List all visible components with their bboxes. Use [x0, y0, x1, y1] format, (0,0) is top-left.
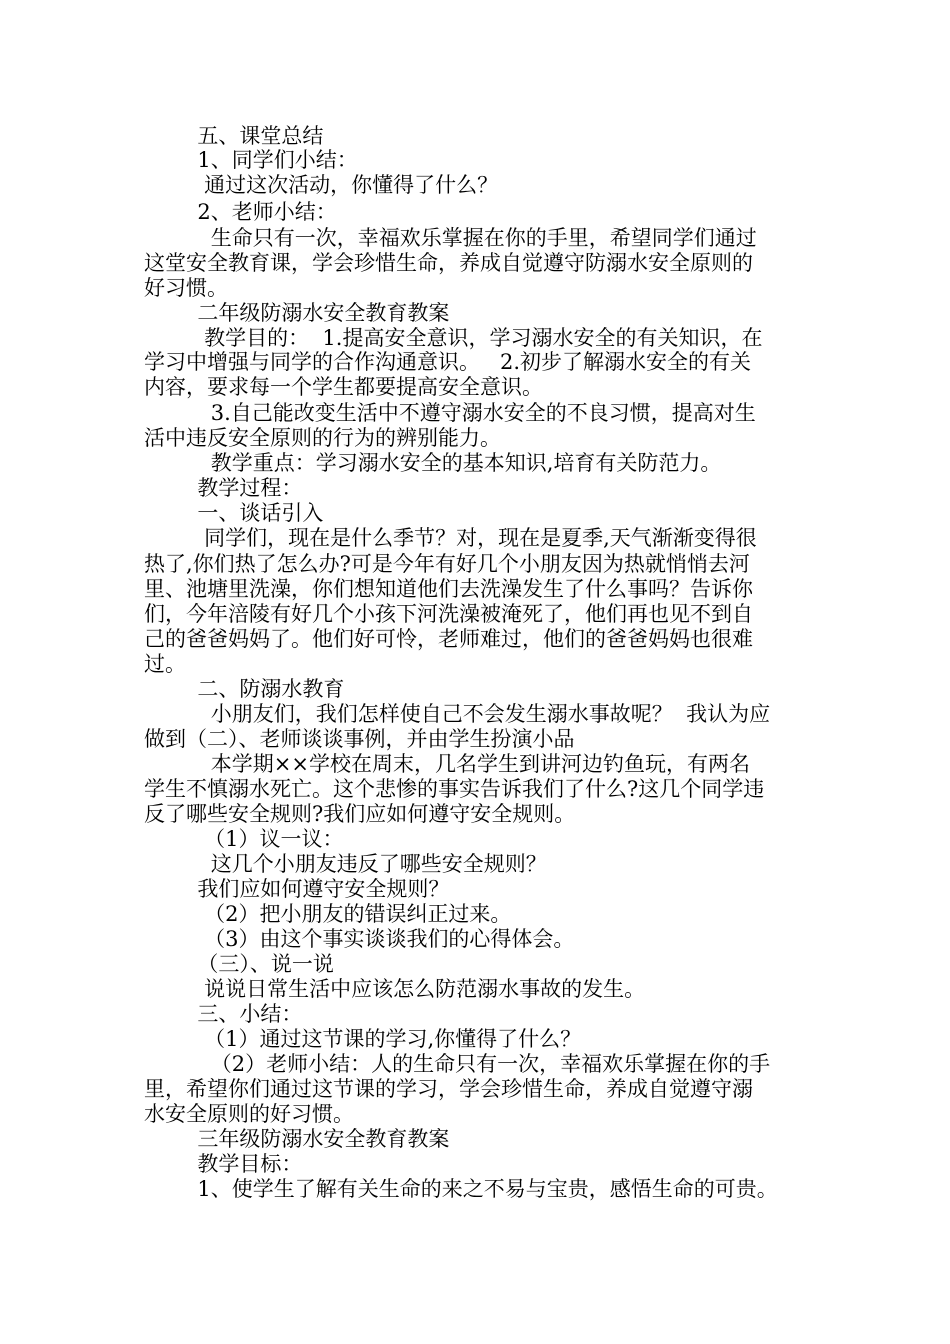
paragraph-line: 生命只有一次，幸福欢乐掌握在你的手里，希望同学们通过 — [144, 226, 757, 250]
paragraph-line: 过。 — [144, 652, 186, 676]
paragraph-line: 3.自己能改变生活中不遵守溺水安全的不良习惯，提高对生 — [144, 401, 756, 425]
paragraph-line: 教学目的： 1.提高安全意识，学习溺水安全的有关知识，在 — [144, 326, 763, 350]
paragraph-line: 学习中增强与同学的合作沟通意识。 2.初步了解溺水安全的有关 — [144, 350, 752, 374]
paragraph-line: 己的爸爸妈妈了。他们好可怜，老师难过，他们的爸爸妈妈也很难 — [144, 627, 753, 651]
heading-class-summary: 五、课堂总结 — [144, 124, 324, 148]
section-heading: 二、防溺水教育 — [144, 677, 345, 701]
text-line: 1、使学生了解有关生命的来之不易与宝贵，感悟生命的可贵。 — [144, 1177, 778, 1201]
text-line: 说说日常生活中应该怎么防范溺水事故的发生。 — [144, 977, 646, 1001]
text-line: 1、同学们小结： — [144, 148, 358, 172]
paragraph-line: 学生不慎溺水死亡。这个悲惨的事实告诉我们了什么?这几个同学违 — [144, 777, 765, 801]
paragraph-line: 里，希望你们通过这节课的学习，学会珍惜生命，养成自觉遵守溺 — [144, 1077, 753, 1101]
heading-grade3-lesson-plan: 三年级防溺水安全教育教案 — [144, 1127, 450, 1151]
text-line: （1）通过这节课的学习,你懂得了什么？ — [144, 1027, 582, 1051]
section-heading: 一、谈话引入 — [144, 501, 324, 525]
paragraph-line: 们，今年涪陵有好几个小孩下河洗澡被淹死了，他们再也见不到自 — [144, 602, 753, 626]
paragraph-line: 好习惯。 — [144, 276, 228, 300]
paragraph-line: 反了哪些安全规则?我们应如何遵守安全规则。 — [144, 802, 576, 826]
text-line: （1）议一议： — [144, 827, 344, 851]
text-line: 这几个小朋友违反了哪些安全规则？ — [144, 852, 547, 876]
paragraph-line: 里、池塘里洗澡，你们想知道他们去洗澡发生了什么事吗？告诉你 — [144, 577, 753, 601]
text-line: （2）把小朋友的错误纠正过来。 — [144, 902, 512, 926]
paragraph-line: 教学重点：学习溺水安全的基本知识,培育有关防范力。 — [144, 451, 722, 475]
paragraph-line: 小朋友们，我们怎样使自己不会发生溺水事故呢？ 我认为应 — [144, 702, 771, 726]
paragraph-line: 活中违反安全原则的行为的辨别能力。 — [144, 426, 501, 450]
paragraph-line: 同学们，现在是什么季节？对，现在是夏季,天气渐渐变得很 — [144, 526, 757, 550]
text-line: 教学过程： — [144, 476, 303, 500]
text-line: 教学目标： — [144, 1152, 303, 1176]
section-heading: 三、小结： — [144, 1002, 303, 1026]
paragraph-line: （2）老师小结：人的生命只有一次，幸福欢乐掌握在你的手 — [144, 1052, 771, 1076]
text-line: 2、老师小结： — [144, 200, 337, 224]
paragraph-line: 内容，要求每一个学生都要提高安全意识。 — [144, 375, 543, 399]
text-line: （3）由这个事实谈谈我们的心得体会。 — [144, 927, 575, 951]
paragraph-line: 本学期××学校在周末，几名学生到讲河边钓鱼玩，有两名 — [144, 752, 750, 776]
heading-grade2-lesson-plan: 二年级防溺水安全教育教案 — [144, 301, 450, 325]
text-line: 我们应如何遵守安全规则？ — [144, 877, 450, 901]
paragraph-line: 水安全原则的好习惯。 — [144, 1102, 354, 1126]
paragraph-line: 做到（二）、老师谈谈事例，并由学生扮演小品 — [144, 727, 575, 751]
text-line: 通过这次活动，你懂得了什么？ — [144, 173, 499, 197]
section-heading: （三）、说一说 — [144, 952, 334, 976]
paragraph-line: 这堂安全教育课，学会珍惜生命，养成自觉遵守防溺水安全原则的 — [144, 251, 753, 275]
paragraph-line: 热了,你们热了怎么办?可是今年有好几个小朋友因为热就悄悄去河 — [144, 552, 750, 576]
